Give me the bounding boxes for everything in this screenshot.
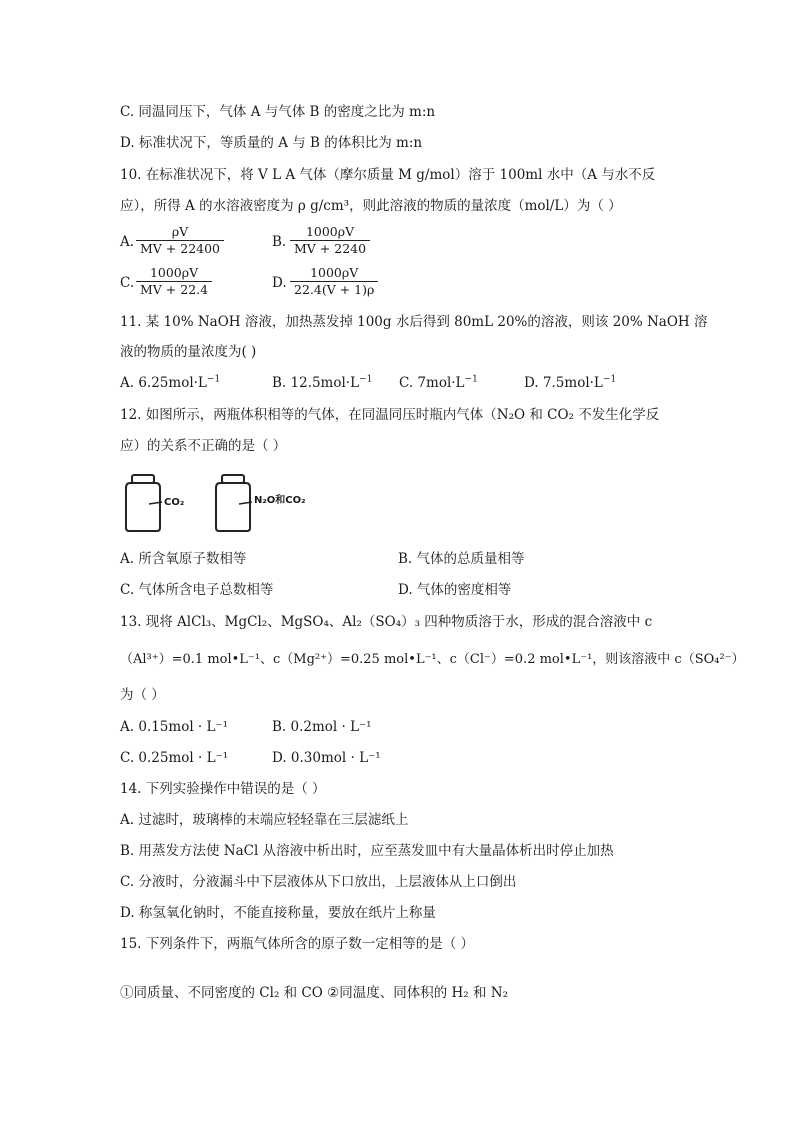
q13-option-b: B. 0.2mol · L⁻¹	[272, 719, 372, 735]
q10-option-a-label: A.	[120, 234, 135, 250]
q10-stem-line2: 应），所得 A 的水溶液密度为 ρ g/cm³，则此溶液的物质的量浓度（mol/L）为（ ）	[120, 198, 622, 214]
exponent: −1	[206, 374, 221, 385]
q14-stem: 14. 下列实验操作中错误的是（ ）	[120, 781, 326, 797]
q13-stem-line2: （Al³⁺）=0.1 mol•L⁻¹、c（Mg²⁺）=0.25 mol•L⁻¹、c（Cl⁻）=0.2 mol•L⁻¹，则该溶液中 c（SO₄²⁻）	[120, 652, 745, 667]
exponent: −1	[359, 374, 373, 385]
q12-stem-line1: 12. 如图所示，两瓶体积相等的气体，在同温同压时瓶内气体（N₂O 和 CO₂ 不发生化学反	[120, 407, 660, 423]
q10-option-b-label: B.	[272, 234, 287, 250]
exponent: −1	[464, 374, 478, 385]
gas-bottle-co2	[122, 474, 202, 536]
q13-stem-line3: 为（ ）	[120, 687, 165, 703]
q14-option-b: B. 用蒸发方法使 NaCl 从溶液中析出时，应至蒸发皿中有大量晶体析出时停止加热	[120, 843, 614, 859]
option-text: A. 6.25mol·L	[120, 375, 207, 391]
q10-option-c-label: C.	[120, 275, 135, 291]
q12-option-c: C. 气体所含电子总数相等	[120, 582, 274, 598]
bottle-icon	[122, 474, 202, 532]
gas-bottle-n2o-co2	[212, 474, 322, 536]
q11-option-a	[120, 373, 220, 393]
bottle-gas-label: CO₂	[164, 497, 185, 508]
q10-option-a-fraction	[136, 224, 224, 257]
fraction-numerator: ρV	[171, 224, 189, 239]
q11-stem-line1: 11. 某 10% NaOH 溶液，加热蒸发掉 100g 水后得到 80mL 20%的溶液，则该 20% NaOH 溶	[120, 314, 708, 330]
fraction-denominator: MV + 22400	[140, 241, 221, 256]
q12-option-d: D. 气体的密度相等	[398, 582, 512, 598]
q10-option-d-fraction	[290, 265, 378, 298]
q12-stem-line2: 应）的关系不正确的是（ ）	[120, 438, 287, 454]
option-text: B. 12.5mol·L	[272, 375, 360, 391]
q11-option-d	[524, 373, 616, 393]
fraction-denominator: 22.4(V + 1)ρ	[294, 282, 375, 297]
q10-option-d-label: D.	[272, 275, 287, 291]
fraction-numerator: 1000ρV	[149, 265, 199, 280]
q13-stem-line1: 13. 现将 AlCl₃、MgCl₂、MgSO₄、Al₂（SO₄）₃ 四种物质溶于水，形成的混合溶液中 c	[120, 614, 653, 630]
q15-stem: 15. 下列条件下，两瓶气体所含的原子数一定相等的是（ ）	[120, 936, 475, 952]
q14-option-a: A. 过滤时，玻璃棒的末端应轻轻靠在三层滤纸上	[120, 812, 409, 828]
fraction-denominator: MV + 22.4	[140, 282, 209, 297]
q15-conditions: ①同质量、不同密度的 Cl₂ 和 CO ②同温度、同体积的 H₂ 和 N₂	[120, 985, 509, 1001]
q12-option-a: A. 所含氧原子数相等	[120, 551, 247, 567]
q13-option-c: C. 0.25mol · L⁻¹	[120, 750, 229, 766]
q11-option-c	[399, 373, 478, 393]
option-text: D. 7.5mol·L	[524, 375, 603, 391]
q13-option-a: A. 0.15mol · L⁻¹	[120, 719, 229, 735]
q9-option-d: D. 标准状况下，等质量的 A 与 B 的体积比为 m:n	[120, 135, 423, 151]
q11-stem-line2: 液的物质的量浓度为( )	[120, 344, 257, 360]
q9-option-c: C. 同温同压下，气体 A 与气体 B 的密度之比为 m:n	[120, 104, 436, 120]
q14-option-c: C. 分液时，分液漏斗中下层液体从下口放出，上层液体从上口倒出	[120, 874, 517, 890]
fraction-denominator: MV + 2240	[294, 241, 367, 256]
q12-option-b: B. 气体的总质量相等	[398, 551, 525, 567]
q10-option-b-fraction	[290, 224, 370, 257]
fraction-numerator: 1000ρV	[310, 265, 359, 280]
q10-stem-line1: 10. 在标准状况下，将 V L A 气体（摩尔质量 M g/mol）溶于 100ml 水中（A 与水不反	[120, 167, 656, 183]
q13-option-d: D. 0.30mol · L⁻¹	[272, 750, 381, 766]
q11-option-b	[272, 373, 372, 393]
bottle-gas-label: N₂O和CO₂	[254, 495, 306, 506]
option-text: C. 7mol·L	[399, 375, 465, 391]
fraction-numerator: 1000ρV	[305, 224, 355, 239]
exponent: −1	[602, 374, 617, 385]
q10-option-c-fraction	[136, 265, 212, 298]
q14-option-d: D. 称氢氧化钠时，不能直接称量，要放在纸片上称量	[120, 905, 436, 921]
